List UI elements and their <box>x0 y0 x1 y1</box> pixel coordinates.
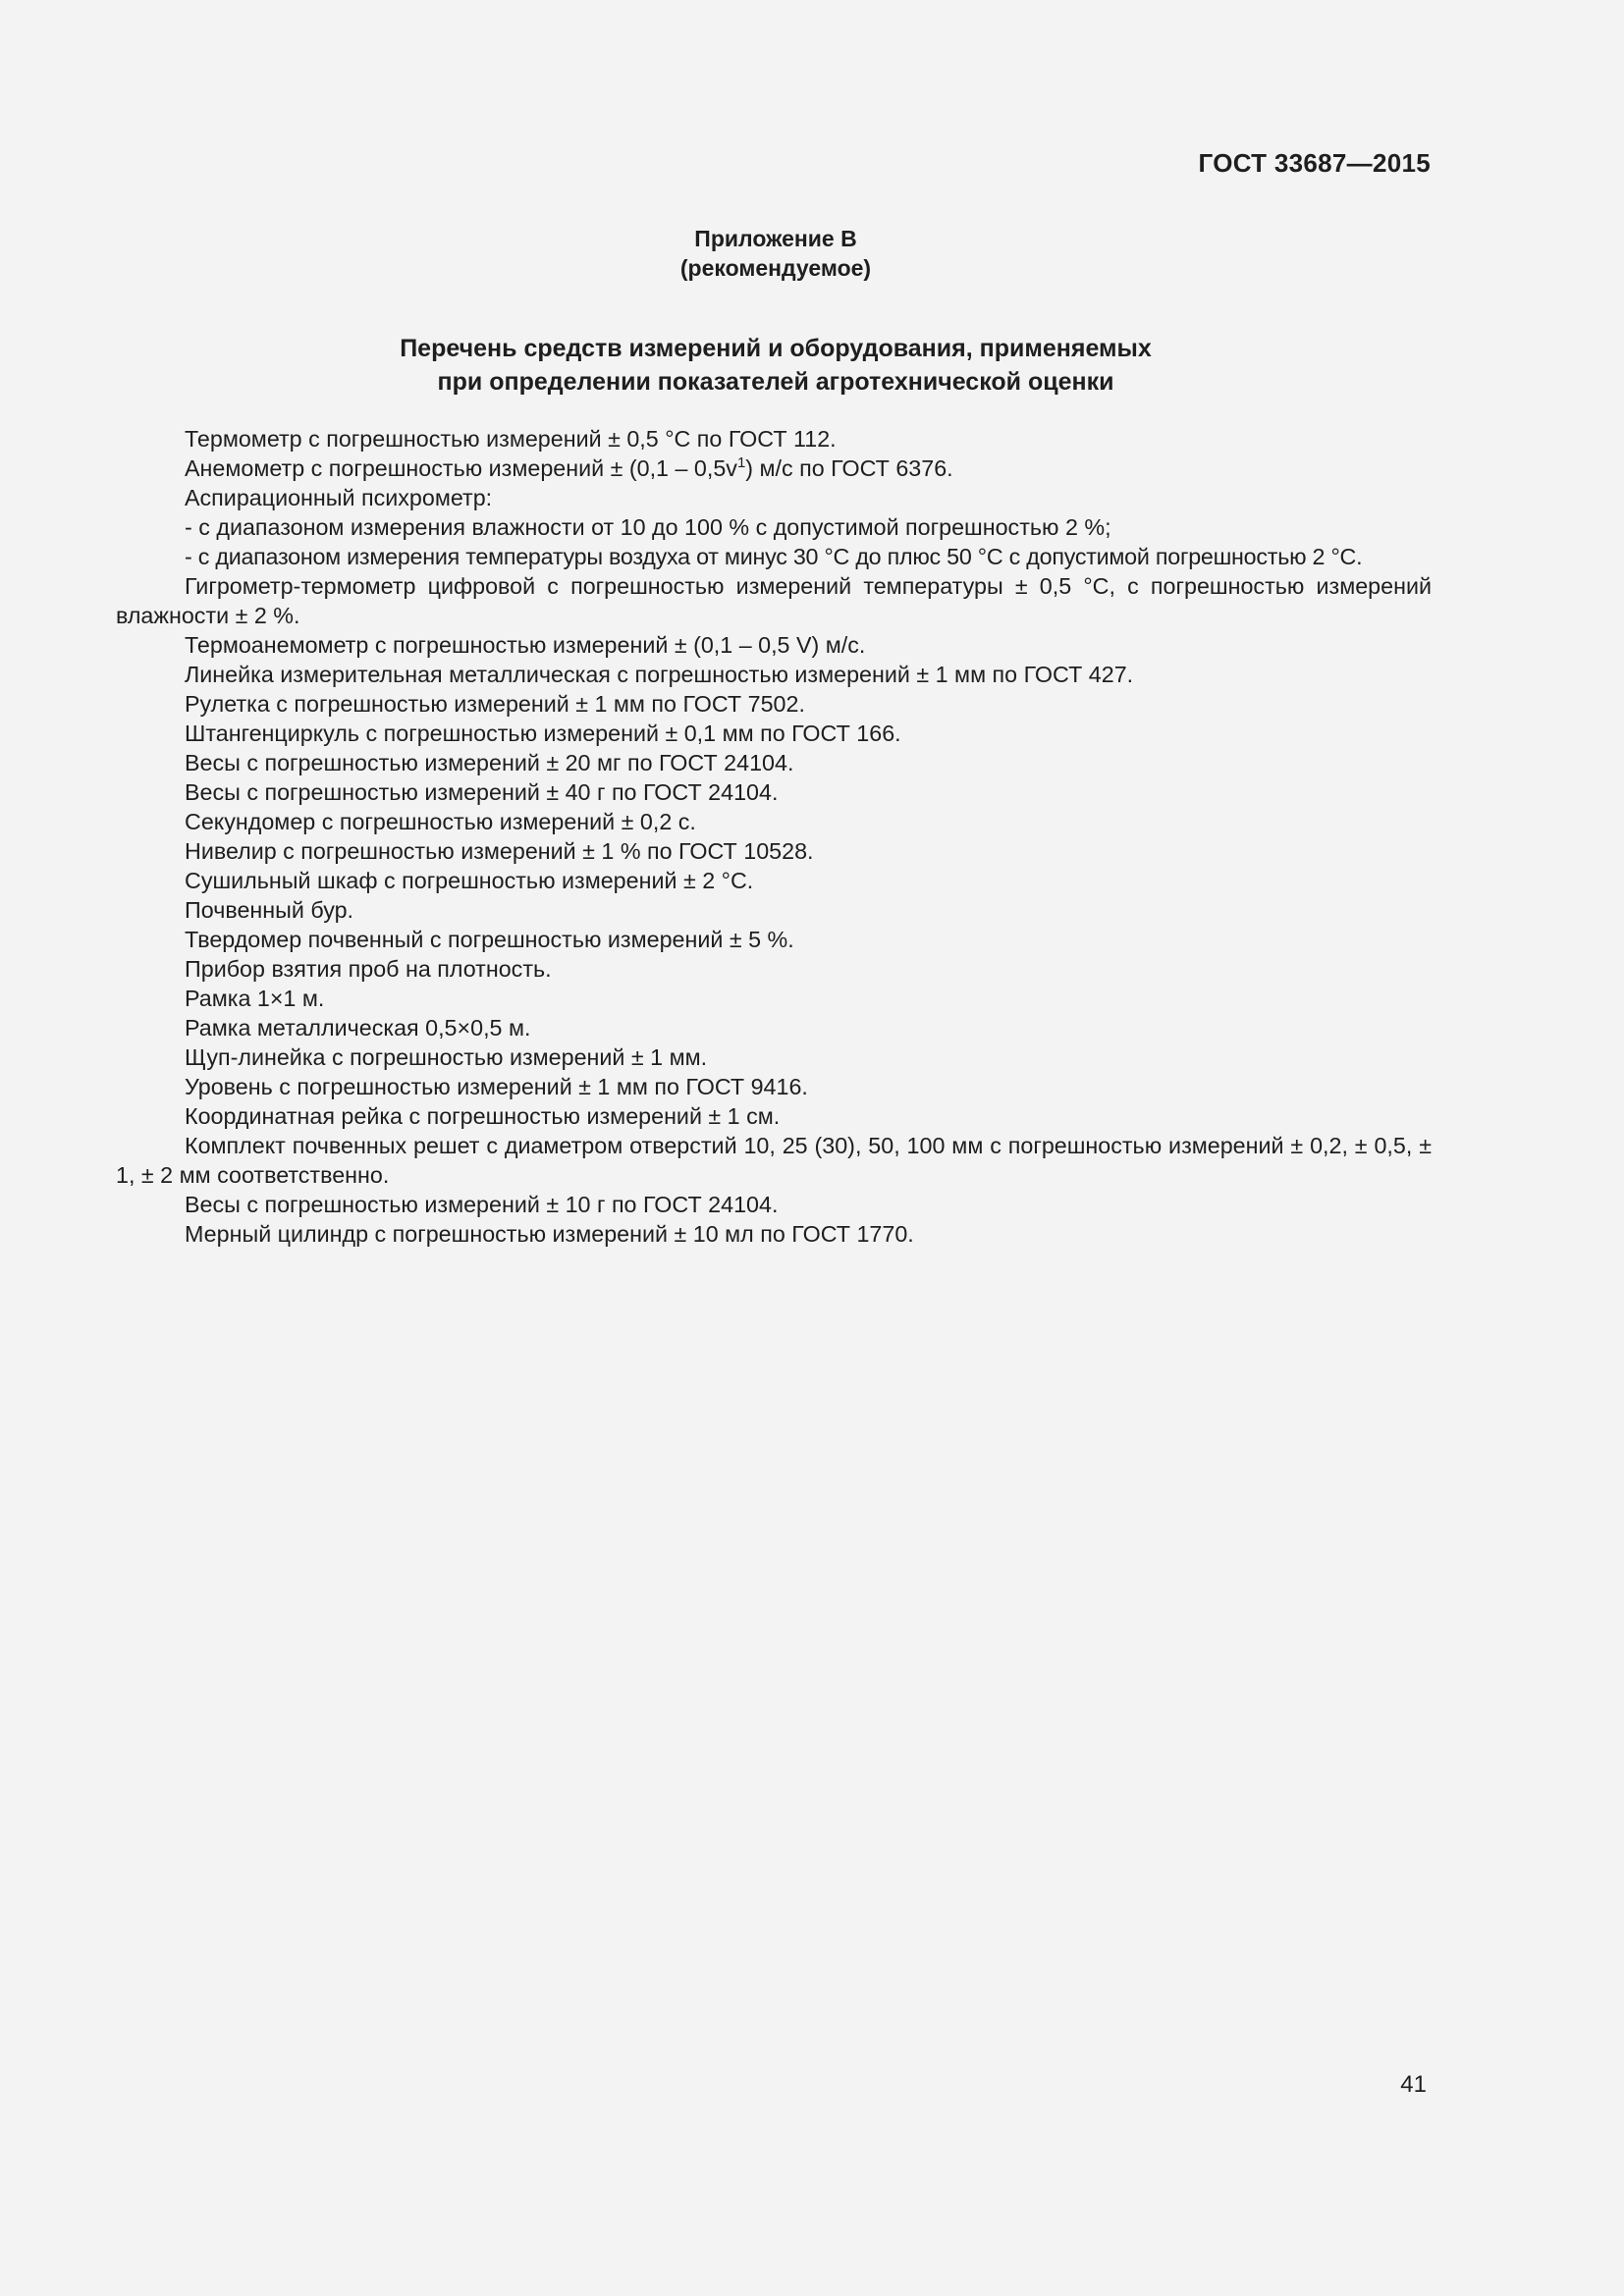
list-item: Прибор взятия проб на плотность. <box>185 956 552 982</box>
list-item: Секундомер с погрешностью измерений ± 0,2 с. <box>185 809 696 834</box>
list-item: Линейка измерительная металлическая с погрешностью измерений ± 1 мм по ГОСТ 427. <box>185 662 1134 687</box>
list-item: Рулетка с погрешностью измерений ± 1 мм по ГОСТ 7502. <box>185 691 805 717</box>
list-item: Твердомер почвенный с погрешностью измерений ± 5 %. <box>185 927 794 952</box>
list-item: Нивелир с погрешностью измерений ± 1 % по ГОСТ 10528. <box>185 838 814 864</box>
document-title <box>0 332 1551 399</box>
list-item: Весы с погрешностью измерений ± 20 мг по ГОСТ 24104. <box>185 750 794 775</box>
list-item-text: Анемометр с погрешностью измерений ± (0,1 – 0,5v <box>185 455 737 481</box>
list-item: Штангенциркуль с погрешностью измерений ± 0,1 мм по ГОСТ 166. <box>185 721 901 746</box>
list-item: Аспирационный психрометр: <box>185 485 493 510</box>
document-code: ГОСТ 33687—2015 <box>1198 148 1431 178</box>
list-item: Координатная рейка с погрешностью измерений ± 1 см. <box>185 1103 781 1129</box>
list-item: Рамка металлическая 0,5×0,5 м. <box>185 1015 531 1041</box>
list-item-text: ) м/с по ГОСТ 6376. <box>745 455 953 481</box>
list-item: Сушильный шкаф с погрешностью измерений ± 2 °С. <box>185 868 754 893</box>
list-item <box>116 454 1432 483</box>
appendix-heading <box>0 224 1551 283</box>
list-item: Уровень с погрешностью измерений ± 1 мм по ГОСТ 9416. <box>185 1074 808 1099</box>
list-item: Термоанемометр с погрешностью измерений ± (0,1 – 0,5 V) м/с. <box>185 632 866 658</box>
list-item: - с диапазоном измерения влажности от 10 до 100 % с допустимой погрешностью 2 %; <box>185 514 1111 540</box>
list-item: Комплект почвенных решет с диаметром отверстий 10, 25 (30), 50, 100 мм с погрешностью измерений ± 0,2, ± 0,5, ± 1, ± 2 мм соответственно. <box>116 1133 1432 1188</box>
document-title-line-1: Перечень средств измерений и оборудования, применяемых <box>400 335 1152 362</box>
appendix-label: Приложение В <box>694 226 857 251</box>
list-item: Весы с погрешностью измерений ± 10 г по ГОСТ 24104. <box>185 1192 779 1217</box>
footnote-marker: 1 <box>736 454 746 472</box>
equipment-list <box>116 424 1432 1249</box>
list-item: Рамка 1×1 м. <box>185 986 325 1011</box>
page-number: 41 <box>1400 2071 1427 2098</box>
list-item: Щуп-линейка с погрешностью измерений ± 1 мм. <box>185 1044 708 1070</box>
document-title-line-2: при определении показателей агротехнической оценки <box>437 368 1114 396</box>
appendix-status: (рекомендуемое) <box>679 255 872 281</box>
list-item: Весы с погрешностью измерений ± 40 г по ГОСТ 24104. <box>185 779 779 805</box>
list-item: Термометр с погрешностью измерений ± 0,5 °C по ГОСТ 112. <box>185 426 837 452</box>
list-item: - с диапазоном измерения температуры воздуха от минус 30 °С до плюс 50 °С с допустимой погрешностью 2 °С. <box>185 544 1363 569</box>
list-item: Почвенный бур. <box>185 897 354 923</box>
list-item: Мерный цилиндр с погрешностью измерений ± 10 мл по ГОСТ 1770. <box>185 1221 914 1247</box>
list-item: Гигрометр-термометр цифровой с погрешностью измерений температуры ± 0,5 °С, с погрешностью измерений влажности ± 2 %. <box>116 573 1432 628</box>
